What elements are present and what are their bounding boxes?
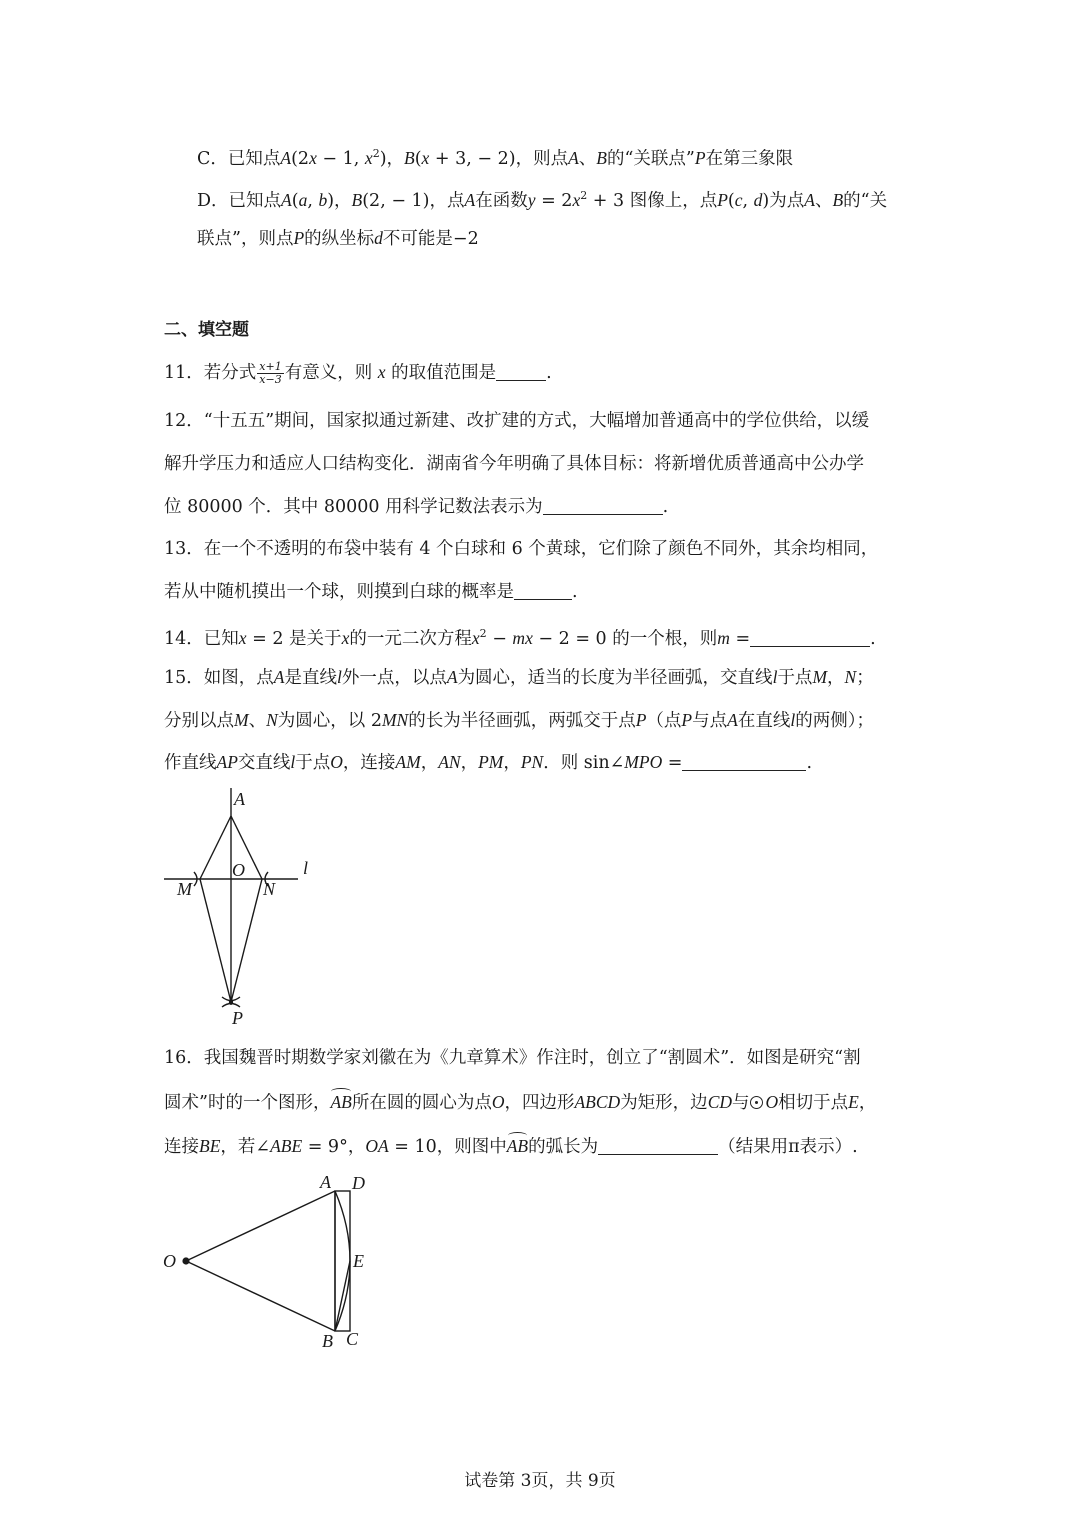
arc-AB: AB bbox=[506, 1136, 529, 1156]
option-c: C．已知点A(2x − 1, $x^2$)，B(x + 3, − 2)，则点A、B的“关联点”P在第三象限 bbox=[197, 147, 794, 169]
page-footer: 试卷第 3页，共 9页 bbox=[464, 1471, 616, 1491]
answer-blank[interactable] bbox=[543, 496, 663, 515]
label-l: l bbox=[303, 858, 309, 878]
question-12-line3: 位 80000 个．其中 80000 用科学记数法表示为 . bbox=[164, 497, 669, 517]
question-13-line2: 若从中随机摸出一个球，则摸到白球的概率是 . bbox=[164, 582, 578, 602]
answer-blank[interactable] bbox=[598, 1136, 718, 1155]
label-N: N bbox=[263, 879, 276, 899]
label-A: A bbox=[234, 789, 245, 809]
label-A: A bbox=[320, 1172, 331, 1192]
option-d-line2: 联点”，则点P的纵坐标d不可能是−2 bbox=[197, 228, 479, 249]
question-15-line1: 15．如图，点A是直线l外一点，以点A为圆心，适当的长度为半径画弧，交直线l于点M，N； bbox=[164, 667, 874, 688]
figure-circle-cutting bbox=[150, 1165, 390, 1355]
question-15-line3: 作直线AP交直线l于点O，连接AM，AN，PM，PN．则 sin∠MPO = . bbox=[164, 752, 813, 773]
fraction: $\frac{x+1}{x-3}$ bbox=[259, 360, 282, 386]
answer-blank[interactable] bbox=[514, 581, 572, 600]
answer-blank[interactable] bbox=[750, 628, 870, 647]
circle-dot-icon bbox=[750, 1096, 763, 1109]
label-D: D bbox=[352, 1173, 365, 1193]
question-12-line1: 12．“十五五”期间，国家拟通过新建、改扩建的方式，大幅增加普通高中的学位供给，以缓 bbox=[164, 411, 870, 431]
label-P: P bbox=[232, 1008, 243, 1028]
arc-AB: AB bbox=[330, 1092, 352, 1112]
question-16-line3: 连接BE，若∠ABE = 9°，OA = 10，则图中AB的弧长为 （结果用π表示）. bbox=[164, 1136, 858, 1157]
label-C: C bbox=[346, 1329, 359, 1349]
question-12-line2: 解升学压力和适应人口结构变化．湖南省今年明确了具体目标：将新增优质普通高中公办学 bbox=[164, 454, 864, 474]
question-16-line1: 16．我国魏晋时期数学家刘徽在为《九章算术》作注时，创立了“割圆术”．如图是研究“割 bbox=[164, 1048, 861, 1068]
answer-blank[interactable] bbox=[496, 362, 546, 381]
question-15-line2: 分别以点M、N为圆心，以 2MN的长为半径画弧，两弧交于点P（点P与点A在直线l的两侧）； bbox=[164, 710, 874, 731]
answer-blank[interactable] bbox=[682, 752, 806, 771]
label-O: O bbox=[232, 860, 245, 880]
question-14: 14．已知x = 2 是关于x的一元二次方程$x^2$ − mx − 2 = 0 的一个根，则m = . bbox=[164, 627, 876, 649]
section-title: 二、填空题 bbox=[164, 320, 249, 340]
label-E: E bbox=[353, 1251, 364, 1271]
label-M: M bbox=[177, 879, 192, 899]
question-16-line2: 圆术”时的一个图形，AB所在圆的圆心为点O，四边形ABCD为矩形，边CD与 O相切于点E， bbox=[164, 1092, 877, 1113]
label-O: O bbox=[163, 1251, 176, 1271]
question-11: 11．若分式 $\frac{x+1}{x-3}$ 有意义，则 x 的取值范围是 . bbox=[164, 360, 552, 386]
option-d-line1: D．已知点A(a, b)，B(2, − 1)，点A在函数$y = 2x^2 + 3$ 图像上，点P(c, d)为点A、B的“关 bbox=[197, 189, 888, 211]
figure-kite-construction bbox=[150, 780, 340, 1030]
question-13-line1: 13．在一个不透明的布袋中装有 4 个白球和 6 个黄球，它们除了颜色不同外，其余均相同， bbox=[164, 539, 879, 559]
label-B: B bbox=[322, 1331, 333, 1351]
